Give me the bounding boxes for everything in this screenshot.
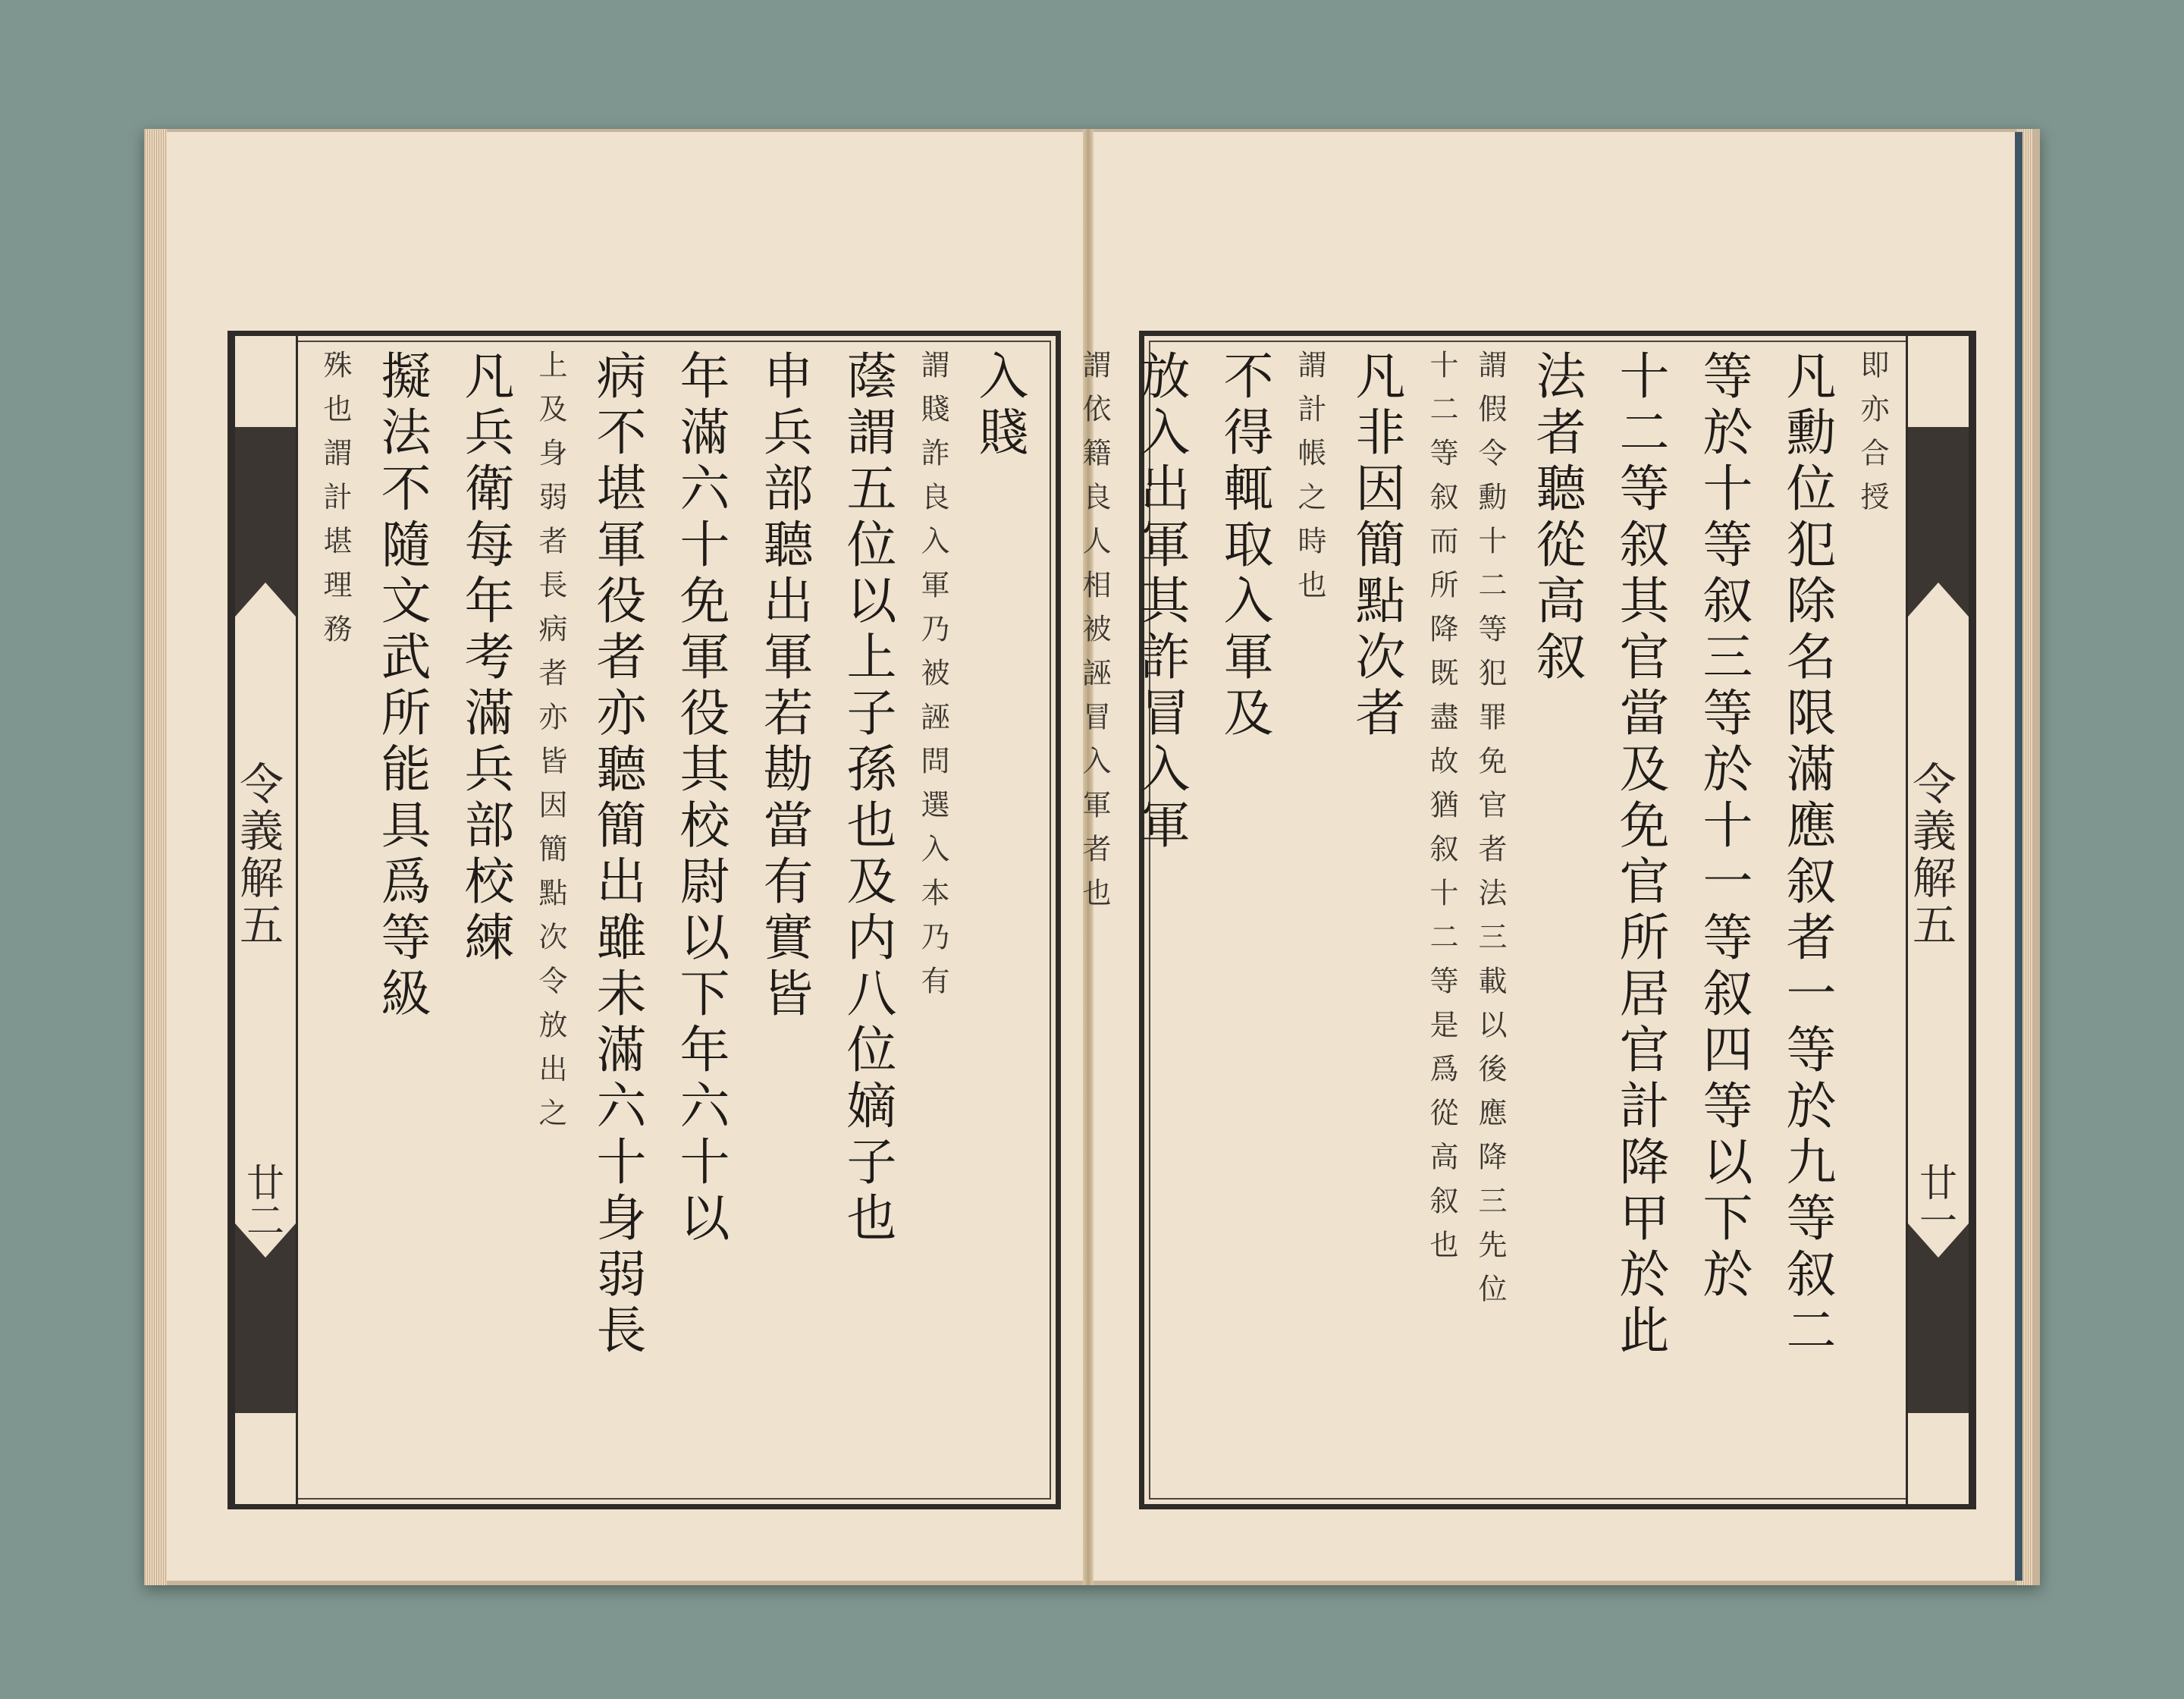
folio-number: 廿二: [240, 1163, 284, 1239]
text-column: 凡勳位犯除名限滿應叙者一等於九等叙二: [1778, 350, 1836, 1360]
open-book: [144, 129, 2040, 1585]
left-page-text: [305, 350, 1040, 1490]
text-column: 蔭謂五位以上子孫也及内八位嫡子也: [838, 350, 896, 1248]
right-page: [1078, 132, 2015, 1581]
text-column: 謂依籍良人相被誣冒入軍者也: [1078, 350, 1111, 922]
fishtail-ornament-top: [1908, 427, 1969, 617]
fishtail-ornament-top: [235, 427, 296, 617]
text-column: 申兵部聽出軍若勘當有實皆: [755, 350, 813, 1023]
text-column: 十二等叙其官當及免官所居官計降甲於此: [1611, 350, 1669, 1360]
right-text-frame: [1078, 331, 1976, 1509]
text-column: 放入出軍其詐冒入軍: [1131, 350, 1190, 855]
text-column: 謂賤詐良入軍乃被誣問選入本乃有: [916, 350, 949, 1010]
margin-title: 令義解五: [232, 761, 284, 949]
text-column: 擬法不隨文武所能具爲等級: [372, 350, 431, 1023]
left-fore-edge: [146, 129, 167, 1585]
fishtail-ornament-bottom: [235, 1223, 296, 1413]
text-column: 即亦合授: [1856, 350, 1889, 526]
margin-title: 令義解五: [1905, 761, 1956, 949]
text-column: 謂假令勳十二等犯罪免官者法三載以後應降三先位: [1473, 350, 1507, 1317]
text-column: 凡兵衛每年考滿兵部校練: [456, 350, 514, 967]
text-column: 病不堪軍役者亦聽簡出雖未滿六十身弱長: [588, 350, 646, 1360]
text-column: 等於十等叙三等於十一等叙四等以下於: [1694, 350, 1753, 1304]
text-column: 十二等叙而所降既盡故猶叙十二等是爲從高叙也: [1425, 350, 1458, 1273]
text-column: 不得輒取入軍及: [1215, 350, 1273, 743]
text-column: 謂計帳之時也: [1293, 350, 1326, 614]
left-page: [167, 132, 1086, 1581]
text-column: 年滿六十免軍役其校尉以下年六十以: [671, 350, 730, 1248]
left-text-frame: [228, 331, 1061, 1509]
text-column: 凡非因簡點次者: [1347, 350, 1405, 743]
fishtail-ornament-bottom: [1908, 1223, 1969, 1413]
text-column: 法者聽從高叙: [1527, 350, 1586, 686]
text-column: 上及身弱者長病者亦皆因簡點次令放出之: [534, 350, 567, 1142]
left-center-band: [233, 336, 298, 1504]
folio-number: 廿一: [1913, 1163, 1957, 1239]
right-center-band: [1906, 336, 1971, 1504]
right-page-text: [1078, 350, 1897, 1490]
text-column: 入賤: [970, 350, 1028, 462]
text-column: 殊也謂計堪理務: [318, 350, 352, 658]
